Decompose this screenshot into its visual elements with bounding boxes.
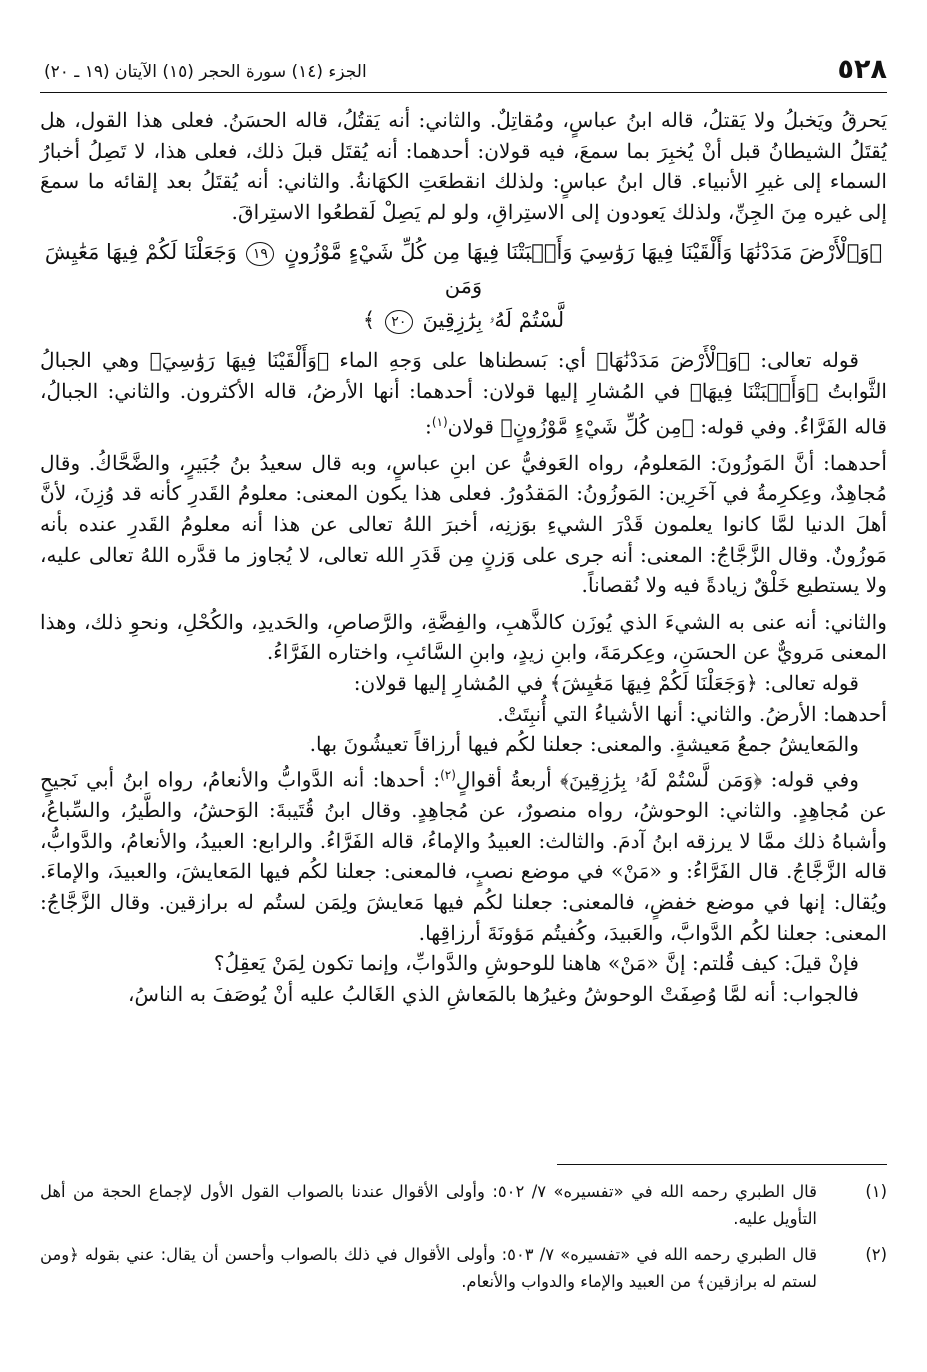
- footnote-2: [40, 1242, 887, 1295]
- footnotes: [40, 1164, 887, 1305]
- verse-number-19: ١٩: [246, 242, 274, 266]
- footnote-ref-1[interactable]: (١): [431, 414, 448, 429]
- paragraph-9: فإنْ قيلَ: كيف قُلتم: إنَّ «مَنْ» هاهنا للوحوشِ والدَّوابِّ، وإنما تكون لِمَنْ يَعقِلُ؟: [213, 951, 859, 976]
- running-head: الجزء (١٤) سورة الحجر (١٥) الآيتان (١٩ ـ ٢٠): [44, 62, 367, 82]
- quran-verse: [40, 235, 887, 337]
- footnote-ref-2[interactable]: (٢): [440, 767, 456, 782]
- paragraph-5: قوله تعالى: ﴿وَجَعَلْنَا لَكُمْ فِيهَا مَعَٰيِشَ﴾ في المُشارِ إليها قولان:: [353, 671, 859, 696]
- footnote-1-number: (١): [865, 1182, 887, 1201]
- verse-text-1: ﴿وَٱلْأَرْضَ مَدَدْنَٰهَا وَأَلْقَيْنَا فِيهَا رَوَٰسِيَ وَأَنۢبَتْنَا فِيهَا مِن كُلِّ شَيْءٍ مَّوْزُونٍ: [284, 240, 883, 265]
- paragraph-8-text: وفي قوله: ﴿وَمَن لَّسْتُمْ لَهُۥ بِرَٰزِقِينَ﴾ أربعةُ أقوالٍ: [455, 767, 860, 792]
- page-header: [40, 52, 887, 93]
- footnote-2-number: (٢): [865, 1245, 887, 1264]
- footnote-2-text: قال الطبري رحمه الله في «تفسيره» ٧/ ٥٠٣: وأولى الأقوال في ذلك بالصواب وأحسن أن يقال: عني بقوله ﴿ومن لستم له برازقين﴾ من العبيد والإماء والدواب والأنعام.: [40, 1245, 817, 1291]
- paragraph-4: والثاني: أنه عنى به الشيءَ الذي يُوزَن كالذَّهبِ، والفِضَّةِ، والرَّصاصِ، والحَديدِ، والكُحْلِ، ونحوِ ذلك، وهذا المعنى مَرويٌّ عن الحسَنِ، وعِكرمَةَ، وابنِ زيدٍ، وابنِ السَّائبِ، واختاره الفَرَّاءُ.: [40, 609, 887, 665]
- main-text: [40, 105, 887, 1009]
- paragraph-2-text: قوله تعالى: ﴿وَٱلْأَرْضَ مَدَدْنَٰهَا﴾ أي: بَسطناها على وَجهِ الماء ﴿وَأَلْقَيْنَا فِيهَا رَوَٰسِيَ﴾ وهي الجبالُ الثَّوابتُ ﴿وَأَنۢبَتْنَا فِيهَا﴾ في المُشارِ إليها قولان: أحدهما: أنها الأرضُ، قاله الأكثرون. والثاني: الجبالُ، قاله الفَرَّاءُ. وفي قوله: ﴿مِن كُلِّ شَيْءٍ مَّوْزُونٍ﴾ قولان: [40, 348, 887, 439]
- paragraph-7: والمَعايشُ جمعُ مَعيشةٍ. والمعنى: جعلنا لكُم فيها أرزاقاً تعيشُونَ بها.: [309, 732, 859, 757]
- footnote-1: [40, 1179, 887, 1232]
- paragraph-6: أحدهما: الأرضُ. والثاني: أنها الأشياءُ التي أُنبِتَتْ.: [497, 701, 887, 726]
- footnote-divider: [557, 1164, 887, 1165]
- page-number: ٥٢٨: [837, 54, 887, 85]
- verse-line-1: [40, 235, 887, 303]
- paragraph-2: قوله تعالى: ﴿وَٱلْأَرْضَ مَدَدْنَٰهَا﴾ أي: بَسطناها على وَجهِ الماء ﴿وَأَلْقَيْنَا فِيهَا رَوَٰسِيَ﴾ وهي الجبالُ الثَّوابتُ ﴿وَأَنۢبَتْنَا فِيهَا﴾ في المُشارِ إليها قولان: أحدهما: أنها الأرضُ، قاله الأكثرون. والثاني: الجبالُ، قاله الفَرَّاءُ. وفي قوله: ﴿مِن كُلِّ شَيْءٍ مَّوْزُونٍ﴾ قولان$^{(١)}$:: [40, 348, 887, 439]
- paragraph-3: أحدهما: أنَّ المَوزُونَ: المَعلومُ، رواه العَوفيُّ عن ابنِ عباسٍ، وبه قال سعيدُ بنُ جُبَيرٍ، والضَّحَّاكُ. وقال مُجاهِدٌ، وعِكرِمةُ في آخَرِين: المَوزُونُ: المَقدُورُ. فعلى هذا يكون المعنى: معلومُ القَدرِ كأنه قد وُزِنَ، لأنَّ أهلَ الدنيا لمَّا كانوا يعلمون قَدْرَ الشيءِ بوَزنِه، أخبرَ اللهُ تعالى عن هذا أنه معلومُ القَدرِ عنده بأنه مَوزُونٌ. وقال الزَّجَّاجُ: المعنى: أنه جرى على وَزنٍ مِن قَدَرِ الله تعالى، لا يُجاوز ما قدَّره اللهُ تعالى عليه، ولا يستطيع خَلْقٌ زيادةً فيه ولا نُقصاناً.: [40, 450, 887, 598]
- paragraph-8: [40, 760, 887, 948]
- paragraph-1: يَحرقُ ويَخبلُ ولا يَقتلُ، قاله ابنُ عباسٍ، ومُقاتِلٌ. والثاني: أنه يَقتُلُ، قاله الحسَنُ. فعلى هذا القول، هل يُقتَلُ الشيطانُ قبل أنْ يُخبِرَ بما سمعَ، فيه قولان: أحدهما: أنه يُقتَل قبلَ ذلك، فعلى هذا، لا تَصِلُ أخبارُ السماء إلى غيرِ الأنبياء. قال ابنُ عباسٍ: ولذلك انقطعَتِ الكهَانةُ. والثاني: أنه يُقتَلُ بعد إلقائه ما سمعَ إلى غيره مِنَ الجِنِّ، ولذلك يَعودون إلى الاستِراقِ، ولو لم يَصِلْ لَقطعُوا الاستِراقَ.: [40, 108, 887, 224]
- verse-text-1b: وَجَعَلْنَا لَكُمْ فِيهَا مَعَٰيِشَ وَمَن: [44, 240, 483, 299]
- paragraph-8-cont: : أحدها: أنه الدَّوابُّ والأنعامُ، رواه ابنُ أبي نَجيحٍ عن مُجاهِدٍ. والثاني: الوحوشُ، رواه منصورٌ، عن مُجاهِدٍ. وقال ابنُ قُتَيبةَ: الوَحشُ، والطَّيرُ، والسِّباعُ، وأشباهُ ذلك ممَّا لا يرزقه ابنُ آدمَ. والثالث: العبيدُ والإماءُ، قاله الفَرَّاءُ. والرابع: العبيدُ، والأنعامُ، والدَّوابُّ، قاله الزَّجَّاجُ. قال الفَرَّاءُ: و «مَنْ» في موضع نصبٍ، فالمعنى: جعلنا لكُم فيها المَعايشَ، والعبيدَ، والإماءَ. ويُقال: إنها في موضع خفضٍ، فالمعنى: جعلنا لكُم فيها مَعايشَ ولِمَن لستُم له برازقين. وقال الزَّجَّاجُ: المعنى: جعلنا لكُم الدَّوابَّ، والعَبيدَ، وكُفيتُم مَؤونَةَ أرزاقِها.: [40, 767, 887, 945]
- verse-number-20: ٢٠: [385, 310, 413, 334]
- footnote-1-text: قال الطبري رحمه الله في «تفسيره» ٧/ ٥٠٢: وأولى الأقوال عندنا بالصواب القول الأول لإجماع الحجة من أهل التأويل عليه.: [40, 1182, 818, 1228]
- verse-close-bracket: ﴾: [362, 308, 376, 333]
- paragraph-10: فالجواب: أنه لمَّا وُصِفَتْ الوحوشُ وغيرُها بالمَعاشِ الذي الغَالبُ عليه أنْ يُوصَفَ به الناسُ،: [128, 981, 859, 1006]
- verse-text-2: لَّسْتُمْ لَهُۥ بِرَٰزِقِينَ: [422, 308, 565, 333]
- verse-line-2: [40, 303, 887, 337]
